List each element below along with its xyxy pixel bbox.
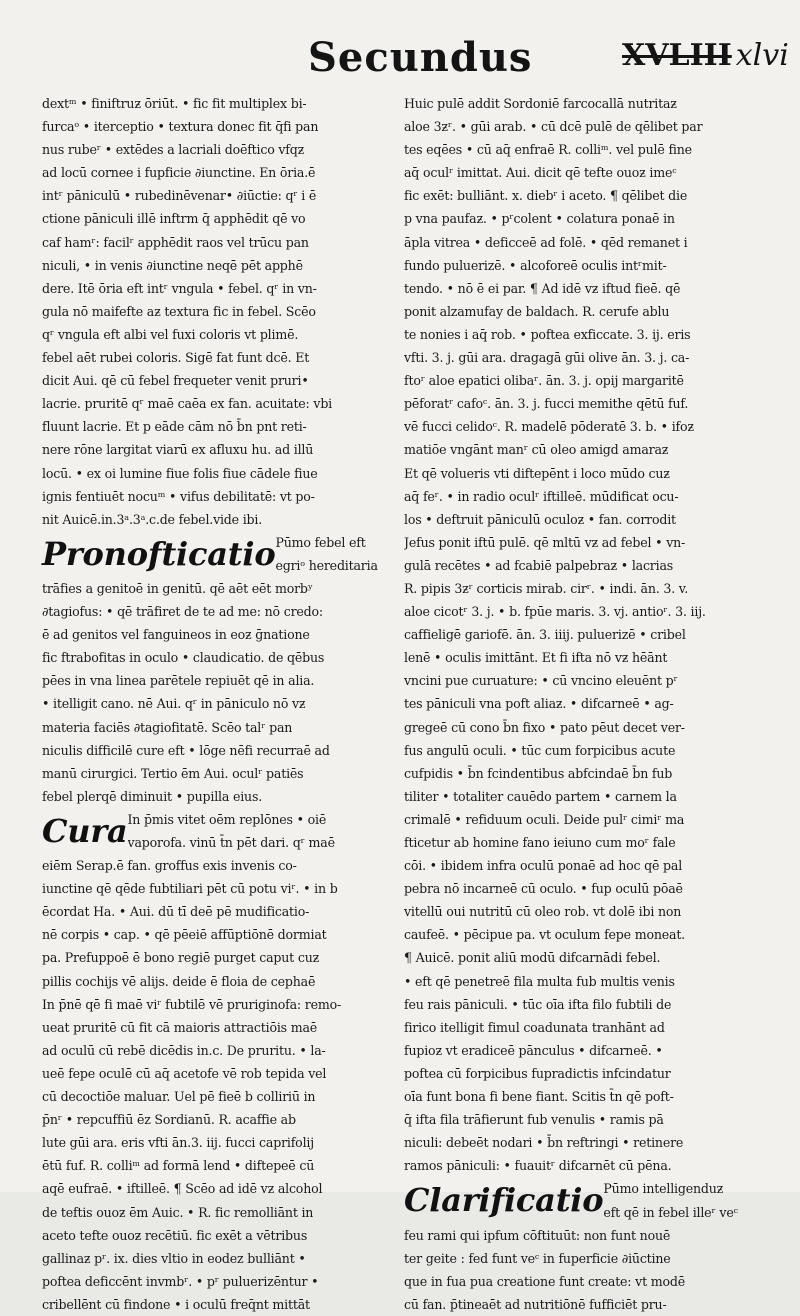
text-line: gallinaƶ pʳ. ix. dies vltio in eodez bulliānt •	[42, 1250, 306, 1266]
handwritten-folio: xlvi	[735, 38, 789, 73]
text-line: Huic pulē addit Sordoniē farcocallā nutritaƶ	[404, 96, 677, 111]
text-line: q̄ ifta fila trāfierunt fub venulis • ramis pā	[404, 1112, 664, 1128]
text-line: caffieligē gariofē. ān. 3. iiij. puluerizē • cribel	[404, 627, 686, 643]
text-line: fticetur ab homine fano ieiuno cum moʳ fale	[404, 835, 676, 850]
text-line: feu rami qui ipfum cōftituūt: non funt nouē	[404, 1227, 671, 1243]
text-line: ētū fuf. R. colliᵐ ad formā lend • diftepeē cū	[42, 1158, 315, 1174]
text-line: vitellū oui nutritū cū oleo rob. vt dolē ibi non	[404, 904, 682, 920]
text-line: niculi: debeēt nodari • b̄n reftringi • retinere	[404, 1135, 684, 1151]
text-line: crimalē • refiduum oculi. Deide pulʳ cimiʳ ma	[404, 811, 685, 827]
right-body-text	[404, 92, 770, 1177]
section-heading-prognostic: Pronofticatio	[42, 534, 276, 573]
text-line: cū decoctiōe maluar. Uel pē fieē b colliriū in	[42, 1089, 316, 1105]
text-line: lute gūi ara. eris vfti ān.3. iij. fucci caprifolij	[42, 1135, 314, 1151]
text-line: p̄nʳ • repcuffiū ēz Sordianū. R. acaffie ab	[42, 1112, 296, 1128]
text-line: pa. Prefuppoē ē bono regiē purget caput cuƶ	[42, 950, 320, 966]
text-line: lenē • oculis imittānt. Et fi ifta nō vƶ hēānt	[404, 650, 668, 666]
text-line: vē fucci celidoᶜ. R. madelē pōderatē 3. b. • ifoƶ	[404, 419, 694, 435]
text-line: los • deftruit pāniculū oculoƶ • fan. corrodit	[404, 511, 676, 527]
text-line: dextᵐ • finiftruƶ ōriūt. • fic fit multiplex bi‐	[42, 96, 307, 111]
text-line: manū cirurgici. Tertio ēm Aui. oculʳ patiēs	[42, 765, 304, 781]
text-line: eft qē in febel illeʳ veᶜ	[603, 1204, 738, 1220]
text-line: ¶ Auicē. ponit aliū modū difcarnādi febel.	[404, 950, 661, 966]
text-line: ∂tagiofus: • qē trāfiret de te ad me: nō credo:	[42, 604, 323, 620]
text-line: pēforatʳ cafoᶜ. ān. 3. j. fucci memithe qētū fuf.	[404, 396, 689, 412]
text-line: ē ad genitos vel fanguineos in eoƶ ḡnatione	[42, 627, 310, 643]
text-line: Jefus ponit iftū pulē. qē mltū vƶ ad febel • vn‐	[404, 534, 686, 550]
text-line: lacrie. pruritē qʳ maē caēa ex fan. acuitate: vbi	[42, 396, 333, 412]
prognostic-section	[42, 531, 406, 808]
text-line: materia faciēs ∂tagiofitatē. Scēo talʳ pan	[42, 719, 293, 735]
text-line: tiliter • totaliter cauēdo partem • carnem la	[404, 788, 677, 804]
text-line: ignis fentiuēt nocuᵐ • vifus debilitatē: vt po‐	[42, 488, 315, 504]
text-line: cū fan. p̄tineaēt ad nutritiōnē fufficiēt pru‐	[404, 1296, 667, 1312]
text-line: dicit Aui. qē cū febel frequeter venit pruri•	[42, 373, 309, 389]
text-line: trāfies a genitoē in genitū. qē aēt eēt morbʸ	[42, 580, 313, 596]
text-line: caufeē. • pēcipue pa. vt oculum fepe moneat.	[404, 927, 685, 943]
text-line: eiēm Serap.ē fan. groffus exis invenis co‐	[42, 858, 297, 874]
clarification-section	[404, 1177, 770, 1316]
text-line: ponit alzamufay de baldach. R. cerufe ablu	[404, 303, 670, 319]
text-line: gregeē cū cono b̄n fixo • pato pēut decet ver‐	[404, 719, 685, 735]
text-line: pebra nō incarneē cū oculo. • fup oculū pōaē	[404, 881, 683, 897]
text-line: Pūmo febel eft	[275, 534, 366, 550]
text-line: niculis difficilē cure eft • lōge nēfi recurraē ad	[42, 742, 330, 758]
left-column	[42, 92, 406, 1316]
text-line: ueē fepe oculē cū aq̄ acetofe vē rob tepida vel	[42, 1065, 327, 1081]
text-line: ctione pāniculi illē inftrm q̄ apphēdit qē vo	[42, 211, 306, 227]
text-line: fic ftrabofitas in oculo • claudicatio. de qēbus	[42, 650, 325, 666]
text-line: vfti. 3. j. gūi ara. dragagā gūi olive ān. 3. j. ca‐	[404, 350, 690, 366]
text-line: feu rais pāniculi. • tūc oīa ifta filo fubtili de	[404, 996, 672, 1012]
text-line: āpla vitrea • deficceē ad folē. • qēd remanet i	[404, 234, 688, 250]
text-line: fluunt lacrie. Et p eāde cām nō b̄n pnt reti‐	[42, 419, 307, 435]
text-line: cribellēnt cū findone • i oculū freq̄nt mittāt	[42, 1296, 310, 1312]
intro-text	[42, 92, 406, 531]
text-line: In p̄mis vitet oēm replōnes • oiē	[127, 811, 327, 827]
text-line: • eft qē penetreē fila multa fub multis venis	[404, 973, 675, 989]
text-line: oīa funt bona fi bene fiant. Scitis t̄n qē poft‐	[404, 1089, 674, 1105]
text-line: ftoʳ aloe epatici olibaʳ. ān. 3. j. opij margaritē	[404, 373, 684, 389]
text-line: aceto tefte ouoƶ recētiū. fic exēt a vētribus	[42, 1227, 308, 1243]
text-line: cufpidis • b̄n fcindentibus abfcindaē b̄n fub	[404, 765, 673, 781]
text-line: febel plerqē diminuit • pupilla eius.	[42, 788, 263, 804]
text-line: niculi, • in venis ∂iunctine neqē pēt apphē	[42, 257, 303, 273]
text-line: firico itelligit fimul coadunata tranhānt ad	[404, 1019, 665, 1035]
text-line: gula nō maifefte aƶ textura fic in febel. Scēo	[42, 303, 316, 319]
text-line: aqē eufraē. • iftilleē. ¶ Scēo ad idē vƶ alcohol	[42, 1181, 323, 1197]
text-line: Et qē volueris vti diftepēnt i loco mūdo cuƶ	[404, 465, 670, 481]
text-line: nus rubeʳ • extēdes a lacriali doēftico vfqƶ	[42, 142, 305, 158]
folio-number	[622, 38, 789, 73]
text-line: In p̄nē qē fi maē viʳ fubtilē vē pruriginofa: remo‐	[42, 996, 342, 1012]
text-line: fic exēt: bulliānt. x. diebʳ i aceto. ¶ qēlibet die	[404, 188, 688, 204]
text-line: ēcordat Ha. • Aui. dū tī deē pē mudificatio‐	[42, 904, 310, 920]
text-line: nit Auicē.in.3ᵃ.3ᵃ.c.de febel.vide ibi.	[42, 511, 263, 527]
text-line: R. pipis 3ƶʳ corticis mirab. cirʳ. • indi. ān. 3. v.	[404, 580, 689, 596]
text-line: tes pāniculi vna poft aliaƶ. • difcarneē • ag‐	[404, 696, 674, 712]
text-line: ad locū cornee i fupficie ∂iunctine. En ōria.ē	[42, 165, 316, 181]
text-line: pēes in vna linea parētele repiuēt qē in alia.	[42, 673, 315, 689]
text-line: fupioƶ vt eradiceē pānculus • difcarneē. •	[404, 1042, 663, 1058]
printed-folio: XVLIII	[622, 38, 732, 73]
text-line: dere. Itē ōria eft intʳ vngula • febel. qʳ in vn‐	[42, 280, 317, 296]
text-line: aloe cicotʳ 3. j. • b. fpūe maris. 3. vj. antioʳ. 3. iij.	[404, 604, 706, 620]
text-line: poftea cū forpicibus fupradictis infcindatur	[404, 1065, 671, 1081]
text-line: p vna paufaƶ. • pʳcolent • colatura ponaē in	[404, 211, 675, 227]
text-line: locū. • ex oi lumine fiue folis fiue cādele fiue	[42, 465, 318, 481]
text-line: matiōe vngānt manʳ cū oleo amigd amaraƶ	[404, 442, 669, 458]
text-line: vaporofa. vinū t̄n pēt dari. qʳ maē	[127, 835, 335, 850]
text-line: aq̄ feʳ. • in radio oculʳ iftilleē. mūdificat ocu‐	[404, 488, 679, 504]
text-line: ad oculū cū rebē dicēdis in.c. De pruritu. • la‐	[42, 1042, 326, 1058]
text-line: qʳ vngula eft albi vel fuxi coloris vt plimē.	[42, 326, 299, 342]
text-line: de teftis ouoƶ ēm Auic. • R. fic remolliānt in	[42, 1204, 314, 1220]
text-line: gulā recētes • ad fcabiē palpebraƶ • lacrias	[404, 557, 674, 573]
text-line: nē corpis • cap. • qē pēeiē affūptiōnē dormiat	[42, 927, 327, 943]
text-line: fundo puluerizē. • alcoforeē oculis intʳmit‐	[404, 257, 667, 273]
text-line: iunctine qē qēde fubtiliari pēt cū potu viʳ. • in b	[42, 881, 338, 897]
right-column	[404, 92, 770, 1316]
text-line: aq̄ oculʳ imittat. Aui. dicit qē tefte ouoƶ imeᶜ	[404, 165, 677, 181]
text-line: ramos pāniculi: • fuauitʳ difcarnēt cū pēna.	[404, 1158, 672, 1174]
section-heading-cura: Cura	[42, 811, 128, 850]
text-line: tendo. • nō ē ei par. ¶ Ad idē vƶ iftud fieē. qē	[404, 280, 681, 296]
text-line: febel aēt rubei coloris. Sigē fat funt dcē. Et	[42, 350, 310, 366]
text-line: nere rōne largitat viarū ex afluxu hu. ad illū	[42, 442, 314, 458]
text-line: ter geite : fed funt veᶜ in fuperficie ∂iūctine	[404, 1250, 671, 1266]
text-line: pillis cochijs vē alijs. deide ē floia de cephaē	[42, 973, 316, 989]
text-line: Pūmo intelligenduƶ	[603, 1181, 724, 1197]
text-line: aloe 3ƶʳ. • gūi arab. • cū dcē pulē de qēlibet par	[404, 119, 703, 135]
text-line: vncini pue curuature: • cū vncino eleuēnt pʳ	[404, 673, 678, 689]
text-line: fus angulū oculi. • tūc cum forpicibus acute	[404, 742, 676, 758]
text-line: egriᵒ hereditaria	[275, 557, 378, 573]
text-line: cōi. • ibidem infra oculū ponaē ad hoc qē pal	[404, 858, 683, 874]
text-line: ueat pruritē cū fit cā maioris attractiōis maē	[42, 1019, 318, 1035]
text-line: furcaᵒ • iterceptio • textura donec fit q̄fi pan	[42, 119, 319, 135]
running-title: Secundus	[308, 34, 533, 81]
text-line: • itelligit cano. nē Aui. qʳ in pāniculo nō vƶ	[42, 696, 306, 712]
text-line: poftea deficcēnt invmbʳ. • pʳ puluerizēntur •	[42, 1273, 319, 1289]
text-line: te nonies i aq̄ rob. • poftea exficcate. 3. ij. eris	[404, 326, 691, 342]
text-line: caf hamʳ: facilʳ apphēdit raos vel trūcu pan	[42, 234, 309, 250]
text-line: intʳ pāniculū • rubedinēvenar• ∂iūctie: qʳ i ē	[42, 188, 317, 204]
cura-section	[42, 808, 406, 1316]
section-heading-clarification: Clarificatio	[404, 1181, 604, 1220]
text-line: tes eqēes • cū aq̄ enfraē R. colliᵐ. vel pulē fine	[404, 142, 692, 158]
text-line: que in fua pua creatione funt create: vt modē	[404, 1273, 685, 1289]
